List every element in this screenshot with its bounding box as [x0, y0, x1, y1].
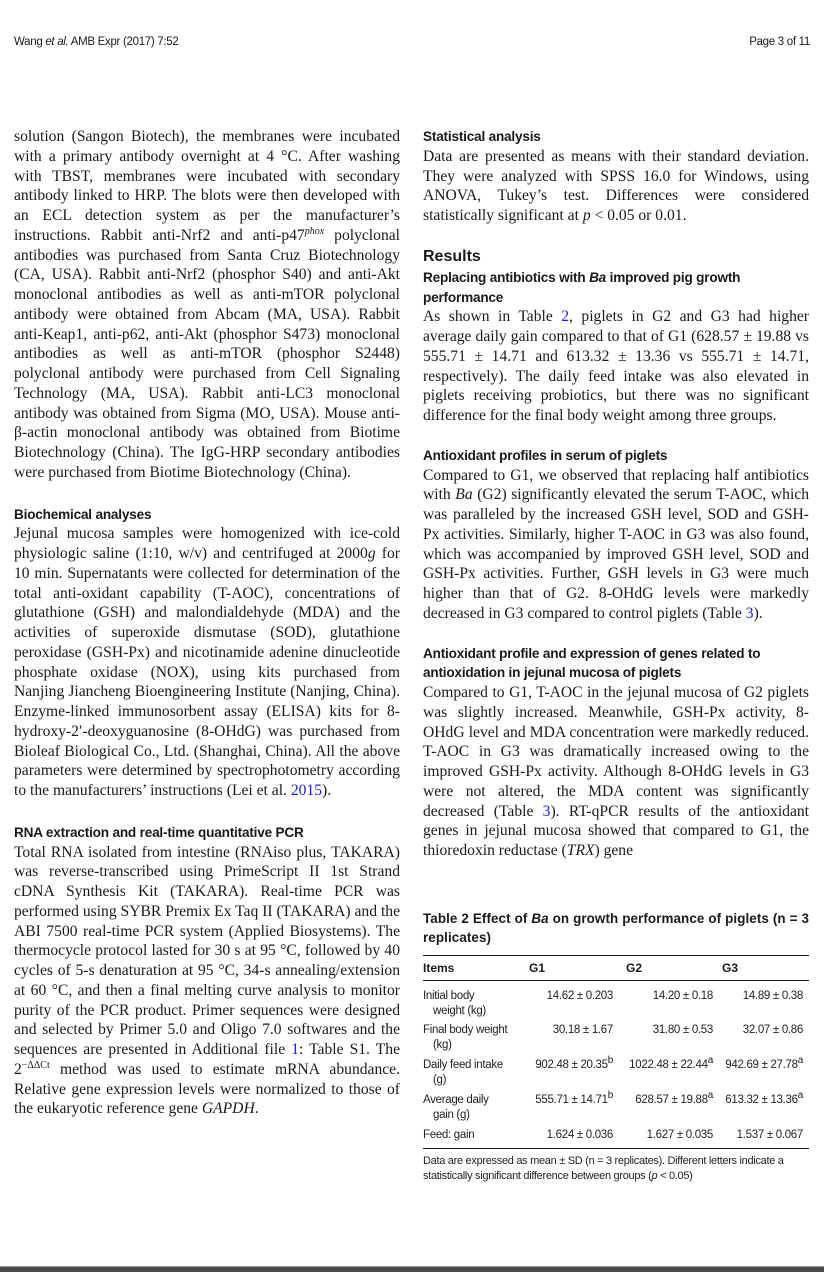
table-header-row	[423, 956, 809, 980]
text: Table 2 Effect of	[423, 911, 532, 926]
gene-name: TRX	[566, 842, 595, 859]
additional-file-link[interactable]: 1	[291, 1041, 299, 1058]
value: 902.48 ± 20.35	[535, 1059, 608, 1071]
section-heading-biochemical: Biochemical analyses	[14, 506, 152, 522]
value: 14.20 ± 0.18	[652, 990, 713, 1002]
right-column	[423, 127, 809, 861]
italic-ba: Ba	[531, 911, 549, 926]
table-row	[423, 1023, 809, 1058]
superscript: phox	[304, 225, 325, 237]
significance-letter: b	[607, 1090, 613, 1102]
value: 1022.48 ± 22.44	[629, 1059, 708, 1071]
significance-letter: a	[797, 1090, 803, 1102]
column-header-g2: G2	[626, 961, 643, 975]
superscript: −ΔΔCt	[21, 1059, 50, 1071]
cell-g3	[713, 1090, 803, 1128]
column-header-items: Items	[423, 961, 455, 975]
table-footnote	[423, 1154, 809, 1183]
text: Replacing antibiotics with	[423, 269, 590, 285]
text: Data are presented as means with their standard deviation. They were analyzed with SPSS 16.0 for Windows, using ANOVA, Tukey’s test. Differences were considered statistically significant at	[423, 147, 809, 224]
text: , piglets in G2 and G3 had higher average daily gain compared to that of G1 (628.57 ± 19.88 vs 555.71 ± 14.71 and 613.32 ± 13.36 vs 555.71 ± 14.71, respectively). The daily feed intake was also elevated in piglets receiving probiotics, but there was no significant difference for the final body weight among three groups.	[423, 308, 809, 424]
table-row	[423, 1090, 809, 1128]
significance-letter: a	[797, 1055, 803, 1067]
row-label	[423, 1128, 529, 1148]
cell-g3	[713, 1128, 803, 1148]
text: Final body weight	[423, 1024, 508, 1036]
cell-g1	[529, 1128, 613, 1148]
subsection-heading-growth	[423, 268, 809, 308]
table-row	[423, 1055, 809, 1093]
paragraph-antibodies	[14, 127, 400, 483]
text: method was used to estimate mRNA abundance. Relative gene expression levels were normalized to those of the eukaryotic reference gene	[14, 1060, 400, 1118]
table-3-link[interactable]: 3	[542, 802, 551, 820]
column-header-g3: G3	[722, 961, 739, 975]
paragraph-rna	[14, 843, 400, 1120]
text: Initial body	[423, 990, 475, 1002]
text: improved pig growth performance	[423, 269, 741, 305]
text: (g)	[433, 1073, 447, 1086]
significance-letter: a	[707, 1055, 713, 1067]
value: 1.627 ± 0.035	[646, 1129, 713, 1141]
cell-g1	[529, 989, 613, 1023]
text: ).	[753, 604, 763, 622]
subsection-heading-jejunal: Antioxidant profile and expression of genes related to antioxidation in jejunal mucosa of piglets	[423, 645, 761, 681]
text: Data are expressed as mean ± SD (n = 3 replicates). Different letters indicate a statistically significant difference between groups (	[423, 1155, 784, 1182]
paragraph-biochemical	[14, 524, 400, 801]
row-label	[423, 1023, 529, 1058]
text: solution (Sangon Biotech), the membranes were incubated with a primary antibody overnight at 4 °C. After washing with TBST, membranes were incubated with secondary antibody linked to HRP. The blots were then developed with an ECL detection system as per the manufacturer’s instructions. Rabbit anti-Nrf2 and anti-p47	[14, 128, 400, 244]
text: < 0.05 or 0.01.	[590, 207, 687, 224]
cell-g2	[613, 989, 713, 1023]
value: 613.32 ± 13.36	[725, 1094, 798, 1106]
text: Daily feed intake	[423, 1059, 503, 1071]
citation-link-lei-2015[interactable]: 2015	[290, 782, 323, 799]
viewer-bottom-bar	[0, 1266, 824, 1272]
cell-g2	[613, 1090, 713, 1128]
row-label	[423, 1058, 529, 1093]
value: 555.71 ± 14.71	[535, 1094, 608, 1106]
cell-g1	[529, 1090, 613, 1128]
cell-g3	[713, 1055, 803, 1093]
value: 14.62 ± 0.203	[546, 990, 613, 1002]
text: gain (g)	[433, 1108, 470, 1121]
left-column	[14, 127, 400, 1119]
text: ) gene	[594, 842, 634, 859]
text: (kg)	[433, 1038, 452, 1051]
text: < 0.05)	[657, 1169, 693, 1182]
text: Feed: gain	[423, 1129, 475, 1141]
column-header-g1: G1	[529, 961, 546, 975]
table-row	[423, 1128, 809, 1148]
text: (G2) significantly elevated the serum T-AOC, which was paralleled by the increased GSH level, SOD and GSH-Px activities. Similarly, higher T-AOC in G3 was also found, which was accompanied by improved GSH level, SOD and GSH-Px activities. Further, GSH levels in G3 were much higher than that of G2. 8-OHdG levels were markedly decreased in G3 compared to control piglets (Table	[423, 486, 809, 622]
italic-p: p	[651, 1169, 658, 1182]
table-3-link[interactable]: 3	[745, 604, 754, 622]
text: Jejunal mucosa samples were homogenized with ice-cold physiologic saline (1:10, w/v) and centrifuged at 2000	[14, 525, 400, 562]
paragraph-statistical	[423, 147, 809, 226]
italic-p: p	[582, 207, 591, 224]
table-bottom-rule	[423, 1148, 809, 1149]
value: 628.57 ± 19.88	[635, 1094, 708, 1106]
value: 30.18 ± 1.67	[552, 1024, 613, 1036]
table-body	[423, 981, 809, 1148]
cell-g3	[713, 989, 803, 1023]
table-2-link[interactable]: 2	[561, 308, 570, 326]
page-number: Page 3 of 11	[749, 36, 810, 48]
text: Average daily	[423, 1094, 489, 1106]
row-label	[423, 989, 529, 1023]
cell-g2	[613, 1023, 713, 1058]
cell-g2	[613, 1128, 713, 1148]
text: : Table S1. The 2	[14, 1041, 400, 1078]
subsection-heading-serum: Antioxidant profiles in serum of piglets	[423, 447, 668, 463]
citation-journal: AMB Expr (2017) 7:52	[68, 36, 179, 48]
section-heading-statistical: Statistical analysis	[423, 129, 541, 144]
citation-etal: et al.	[45, 36, 69, 48]
table-2	[423, 910, 809, 1183]
text: on growth performance of piglets (n = 3 replicates)	[423, 911, 810, 945]
italic-ba: Ba	[589, 269, 607, 285]
value: 32.07 ± 0.86	[742, 1024, 803, 1036]
text: for 10 min. Supernatants were collected for determination of the total anti-oxidant capability (T-AOC), concentrations of glutathione (GSH) and malondialdehyde (MDA) and the activities of superoxide dismutase (SOD), glutathione peroxidase (GSH-Px) and nicotinamide adenine dinucleotide phosphate oxidase (NOX), using kits purchased from Nanjing Jiancheng Bioengineering Institute (Nanjing, China). Enzyme-linked immunosorbent assay (ELISA) kits for 8-hydroxy-2′-deoxyguanosine (8-OHdG) was purchased from Bioleaf Biological Co., Ltd. (Shanghai, China). All the above parameters were determined by spectrophotometry according to the manufacturers’ instructions (Lei et al.	[14, 545, 400, 799]
italic-g: g	[367, 545, 376, 562]
citation	[14, 36, 179, 48]
text: ). RT-qPCR results of the antioxidant genes in jejunal mucosa showed that compared to G1, the thioredoxin reductase (	[423, 802, 810, 859]
cell-g1	[529, 1023, 613, 1058]
value: 942.69 ± 27.78	[725, 1059, 798, 1071]
value: 31.80 ± 0.53	[652, 1024, 713, 1036]
significance-letter: b	[607, 1055, 613, 1067]
text: Compared to G1, T-AOC in the jejunal mucosa of G2 piglets was slightly increased. Meanwhile, GSH-Px activity, 8-OHdG level and MDA concentration were markedly reduced. T-AOC in G3 was dramatically increased owing to the improved GSH-Px activity. Although 8-OHdG levels in G3 were not altered, the MDA content was significantly decreased (Table	[423, 684, 809, 820]
italic-ba: Ba	[455, 486, 473, 504]
significance-letter: a	[707, 1090, 713, 1102]
paragraph-serum	[423, 466, 809, 624]
running-head	[14, 36, 810, 52]
text: ).	[322, 782, 332, 799]
value: 1.624 ± 0.036	[546, 1129, 613, 1141]
value: 1.537 ± 0.067	[736, 1129, 803, 1141]
value: 14.89 ± 0.38	[742, 990, 803, 1002]
gene-name: GAPDH	[201, 1100, 255, 1118]
citation-author: Wang	[14, 36, 46, 48]
paragraph-jejunal	[423, 683, 809, 861]
text: .	[254, 1100, 259, 1118]
text: Total RNA isolated from intestine (RNAiso plus, TAKARA) was reverse-transcribed using PrimeScript II 1st Strand cDNA Synthesis Kit (TAKARA). Real-time PCR was performed using SYBR Premix Ex Taq II (TAKARA) and the ABI 7500 real-time PCR system (Applied Biosystems). The thermocycle protocol lasted for 30 s at 95 °C, followed by 40 cycles of 5-s denaturation at 95 °C, 34-s annealing/extension at 60 °C, and then a final melting curve analysis to monitor purity of the PCR product. Primer sequences were designed and selected by Primer 5.0 and Oligo 7.0 softwares and the sequences are presented in Additional file	[14, 843, 400, 1058]
text: Compared to G1, we observed that replacing half antibiotics with	[423, 466, 809, 504]
section-heading-results: Results	[423, 247, 481, 265]
cell-g1	[529, 1055, 613, 1093]
text: polyclonal antibodies was purchased from Santa Cruz Biotechnology (CA, USA). Rabbit anti-Nrf2 (phosphor S40) and anti-Akt monoclonal antibodies as well as anti-mTOR polyclonal antibody were obtained from Abcam (MA, USA). Rabbit anti-Keap1, anti-p62, anti-Akt (phosphor S473) monoclonal antibodies as well as anti-mTOR (phosphor S2448) polyclonal antibody were purchased from Cell Signaling Technology (MA, USA). Rabbit anti-LC3 monoclonal antibody was obtained from Sigma (MO, USA). Mouse anti-β-actin monoclonal antibody was obtained from Biotime Biotechnology (China). The IgG-HRP secondary antibodies were purchased from Biotime Biotechnology (China).	[14, 226, 400, 481]
table-title	[423, 910, 809, 947]
cell-g3	[713, 1023, 803, 1058]
section-heading-rna: RNA extraction and real-time quantitative PCR	[14, 824, 304, 840]
row-label	[423, 1093, 529, 1128]
text: weight (kg)	[433, 1004, 486, 1017]
paragraph-growth	[423, 307, 809, 426]
cell-g2	[613, 1055, 713, 1093]
table-row	[423, 989, 809, 1023]
text: As shown in Table	[423, 308, 562, 326]
